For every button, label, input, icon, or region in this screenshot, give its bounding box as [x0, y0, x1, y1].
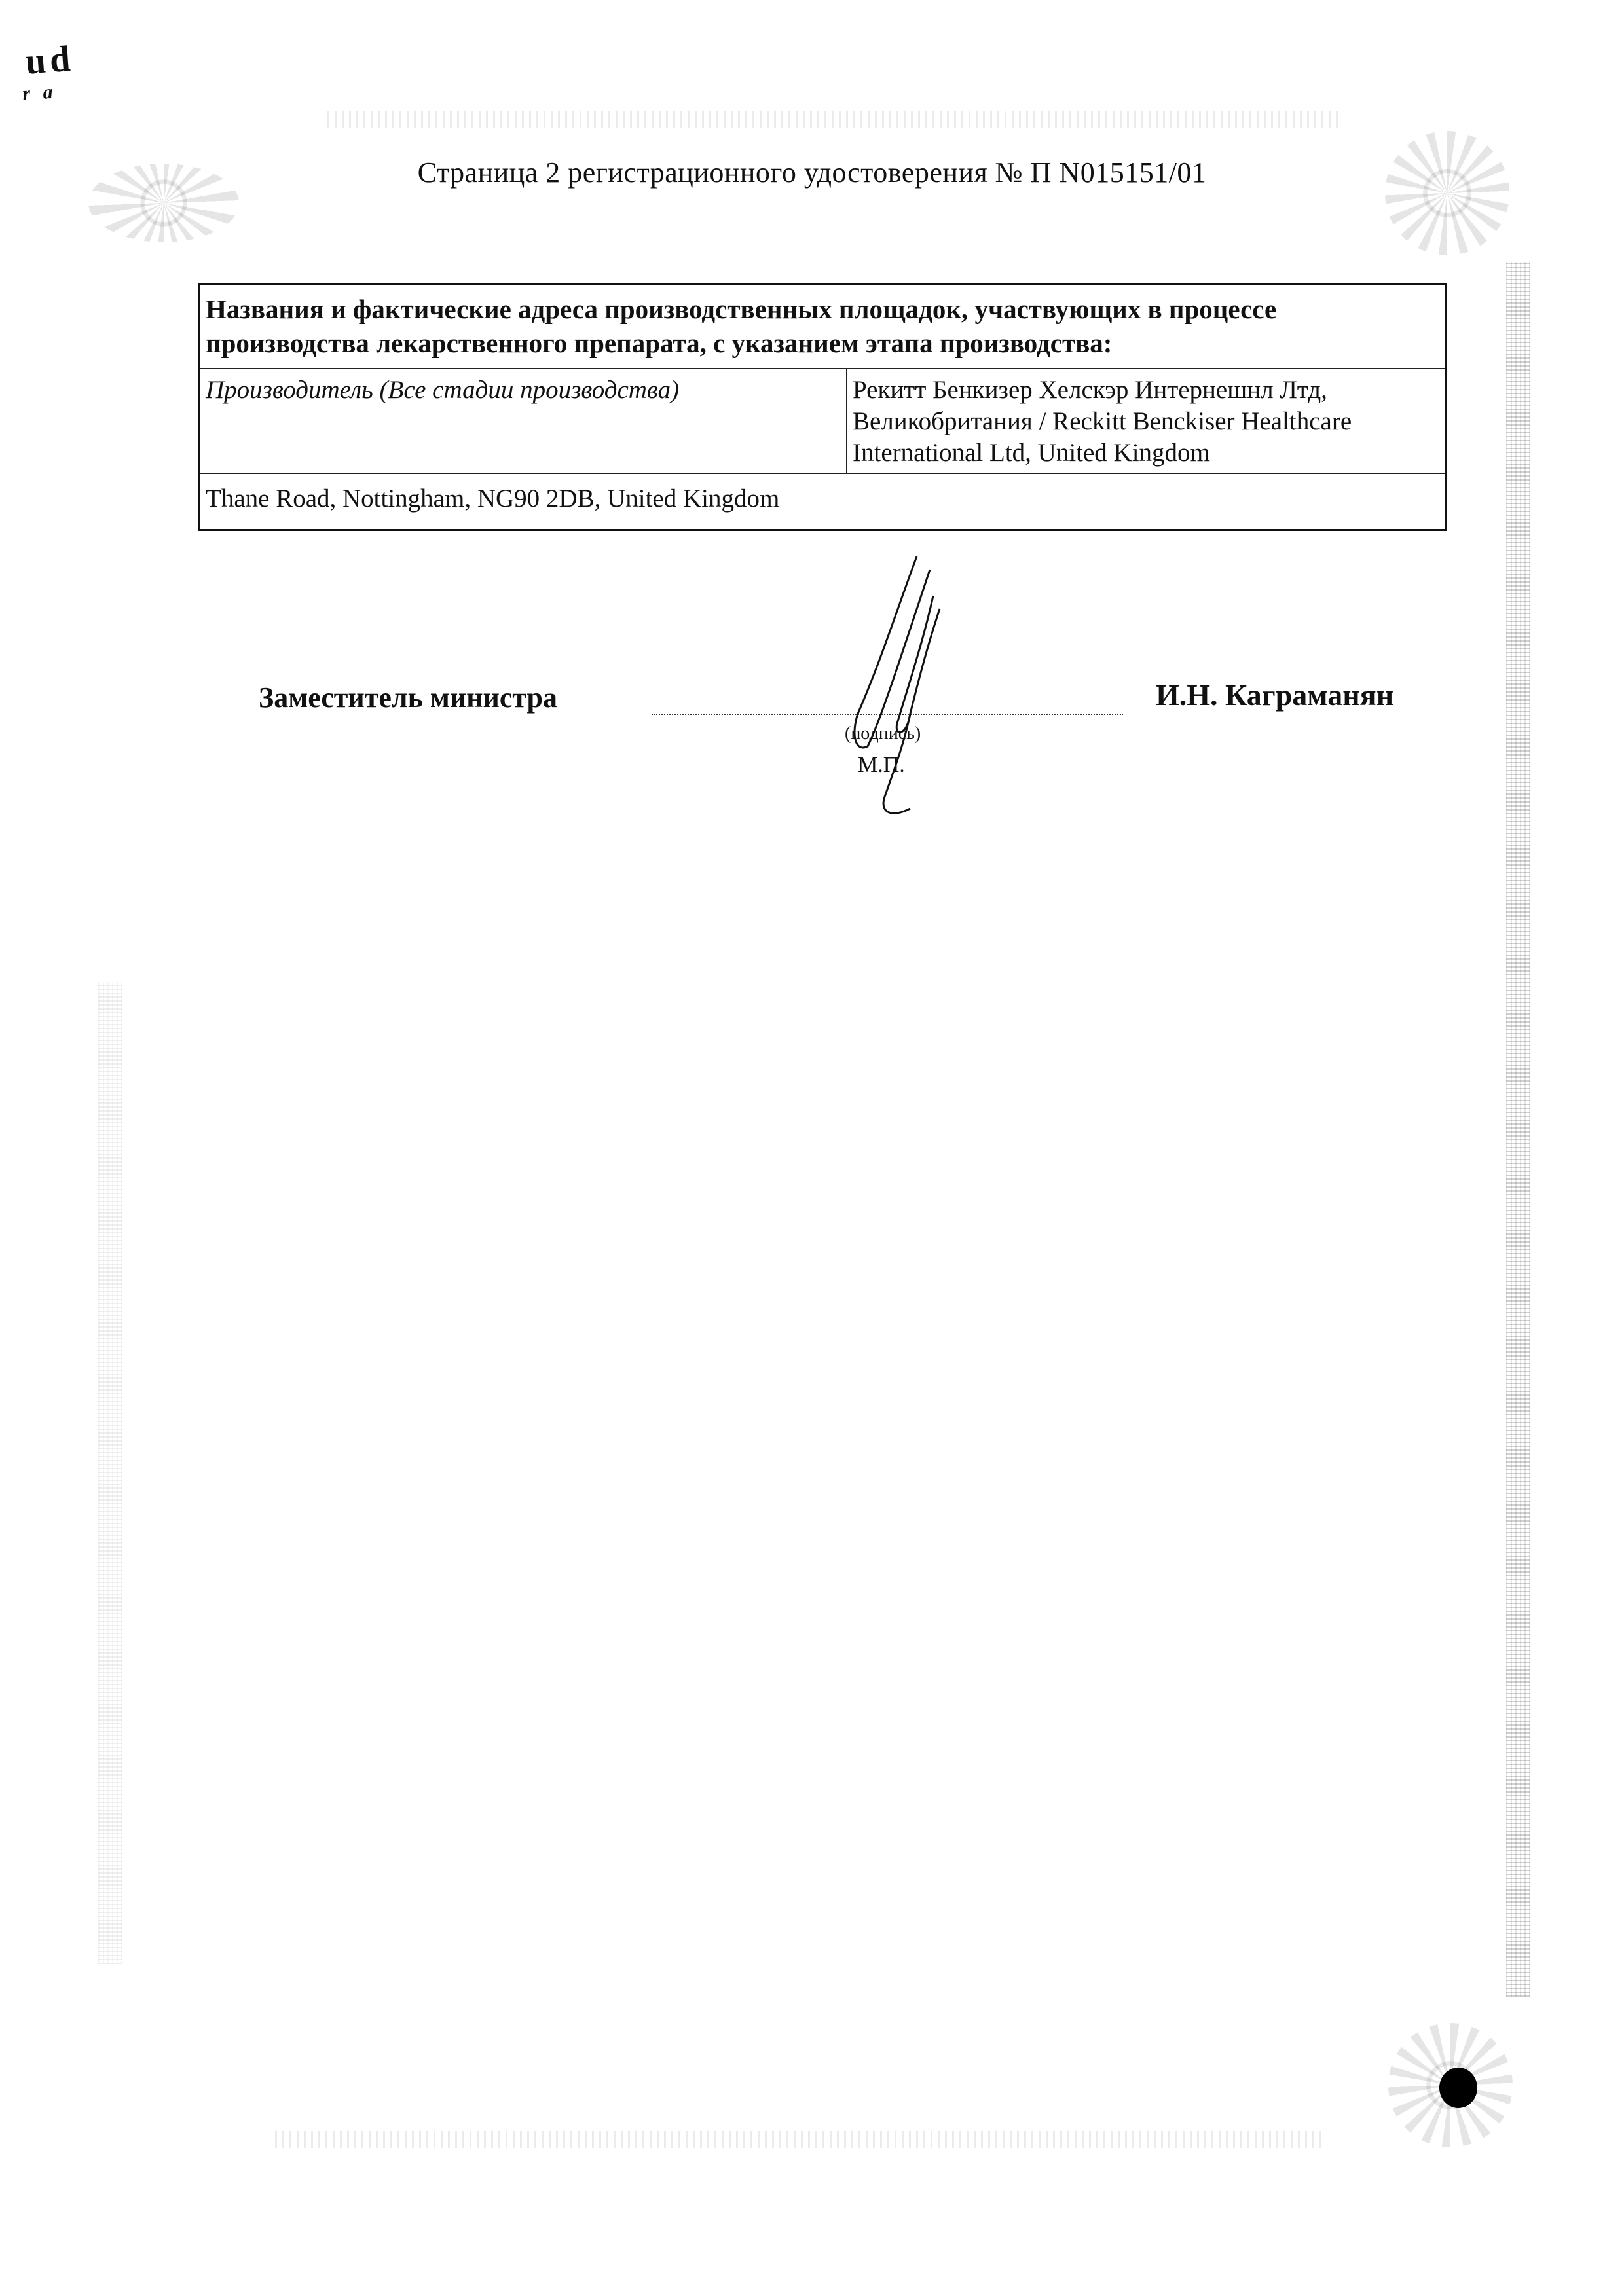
table-header-row — [200, 285, 1447, 369]
security-border-right — [1506, 262, 1530, 1997]
page-title: Страница 2 регистрационного удостоверения № П N015151/01 — [417, 156, 1207, 189]
table-heading: Названия и фактические адреса производственных площадок, участвующих в процессе производства лекарственного препарата, с указанием этапа производства: — [200, 285, 1447, 369]
address-row — [200, 473, 1447, 530]
stamp-placeholder: М.П. — [858, 753, 905, 777]
site-address-cell: Thane Road, Nottingham, NG90 2DB, United Kingdom — [200, 473, 1447, 530]
handwritten-page-mark: ud r a — [22, 38, 76, 105]
table-row — [200, 369, 1447, 473]
security-border-top — [327, 111, 1342, 128]
signatory-position: Заместитель министра — [259, 682, 558, 714]
rosette-top-right-icon — [1385, 131, 1509, 255]
hole-punch-mark-icon — [1439, 2068, 1477, 2108]
signature-caption: (подпись) — [845, 723, 921, 744]
handwritten-signature-icon — [819, 550, 1015, 831]
production-sites-table — [198, 283, 1447, 531]
signatory-name: И.Н. Каграманян — [1156, 678, 1394, 712]
manufacturer-cell: Рекитт Бенкизер Хелскэр Интернешнл Лтд, Великобритания / Reckitt Benckiser Healthcare International Ltd, United Kingdom — [847, 369, 1447, 473]
security-border-bottom — [275, 2131, 1323, 2148]
signature-block — [0, 668, 1624, 864]
production-stage-cell: Производитель (Все стадии производства) — [200, 369, 847, 473]
security-border-left — [98, 982, 122, 1964]
